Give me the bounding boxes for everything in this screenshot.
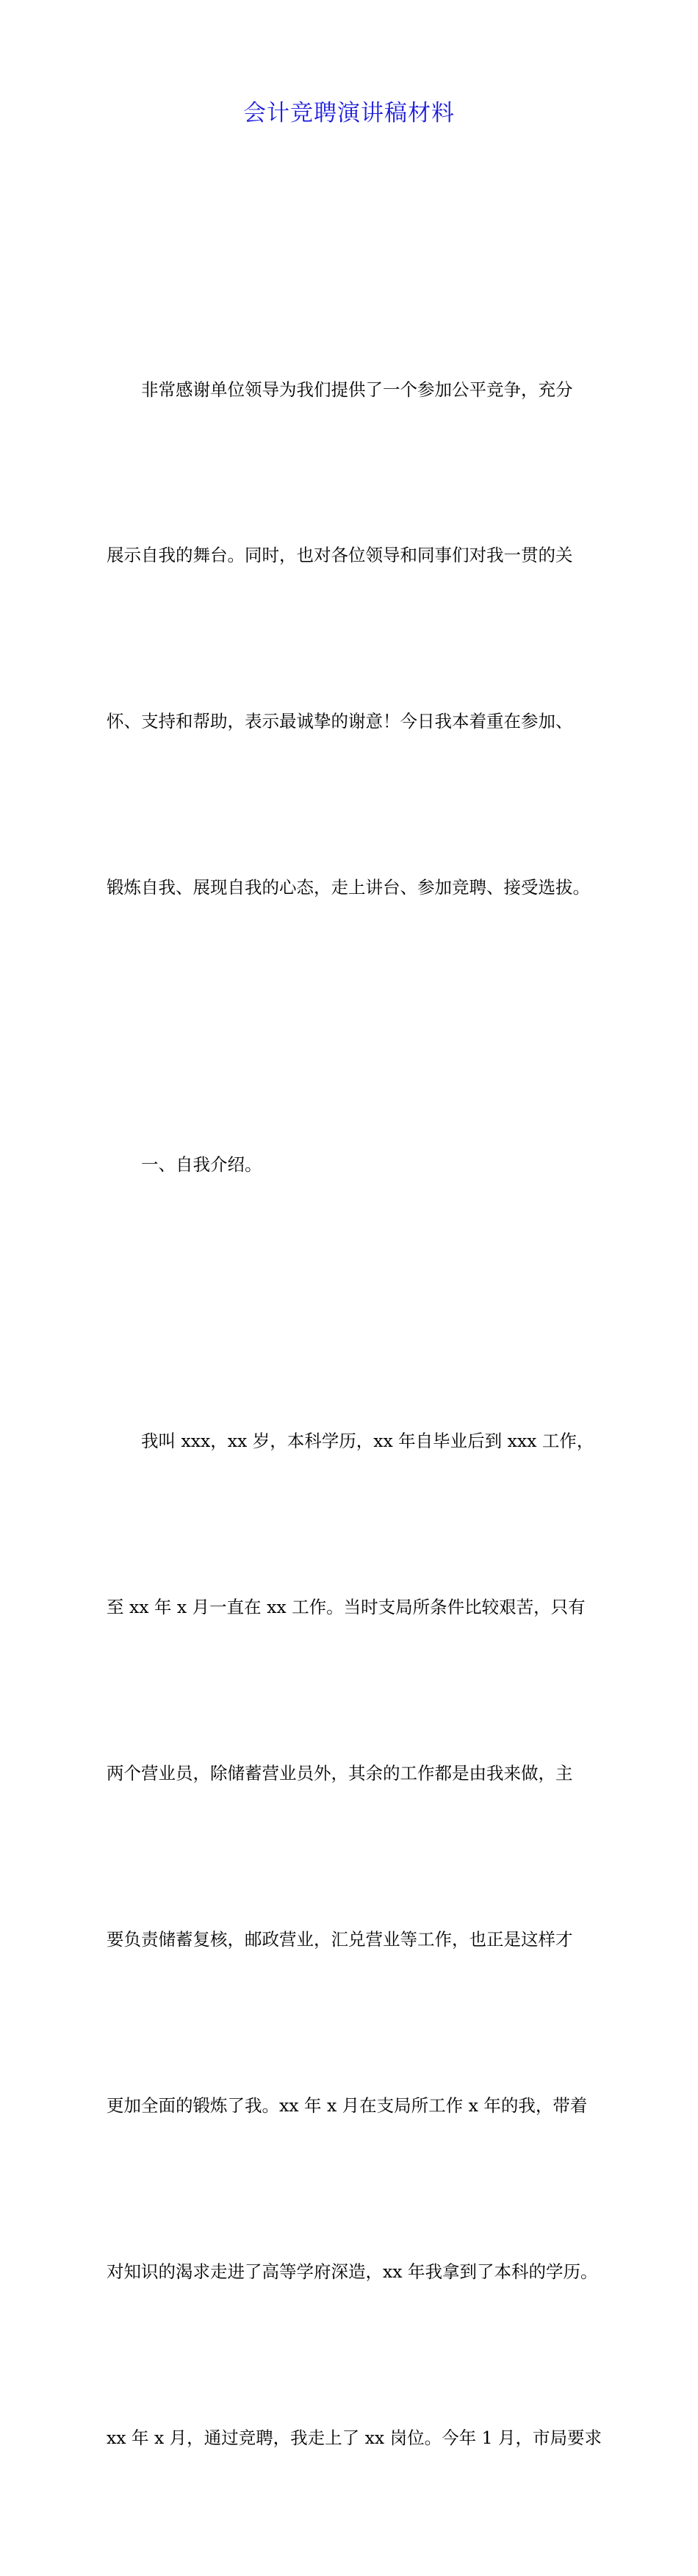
text-line: 至 xx 年 x 月一直在 xx 工作。当时支局所条件比较艰苦，只有 bbox=[107, 1597, 586, 1618]
text-line: 我叫 xxx，xx 岁，本科学历，xx 年自毕业后到 xxx 工作， bbox=[141, 1431, 594, 1452]
text-line: 一、自我介绍。 bbox=[141, 1153, 262, 1175]
document-title: 会计竞聘演讲稿材料 bbox=[243, 100, 455, 126]
text-line: 怀、支持和帮助，表示最诚挚的谢意！今日我本着重在参加、 bbox=[107, 711, 573, 732]
text-line: 展示自我的舞台。同时，也对各位领导和同事们对我一贯的关 bbox=[107, 545, 573, 566]
document-body bbox=[107, 251, 602, 2576]
text-line: xx 年 x 月，通过竞聘，我走上了 xx 岗位。今年 1 月，市局要求 bbox=[107, 2427, 602, 2448]
text-line: 对知识的渴求走进了高等学府深造，xx 年我拿到了本科的学历。 bbox=[107, 2261, 598, 2282]
text-line: 锻炼自我、展现自我的心态，走上讲台、参加竞聘、接受选拔。 bbox=[107, 877, 590, 898]
section-heading bbox=[107, 1026, 594, 1303]
paragraph bbox=[107, 1303, 602, 2576]
paragraph bbox=[107, 251, 594, 1026]
text-line: 非常感谢单位领导为我们提供了一个参加公平竞争，充分 bbox=[141, 379, 573, 400]
text-line: 要负责储蓄复核，邮政营业，汇兑营业等工作，也正是这样才 bbox=[107, 1928, 573, 1950]
text-line: 两个营业员，除储蓄营业员外，其余的工作都是由我来做，主 bbox=[107, 1763, 573, 1784]
text-line: 更加全面的锻炼了我。xx 年 x 月在支局所工作 x 年的我，带着 bbox=[107, 2094, 588, 2116]
